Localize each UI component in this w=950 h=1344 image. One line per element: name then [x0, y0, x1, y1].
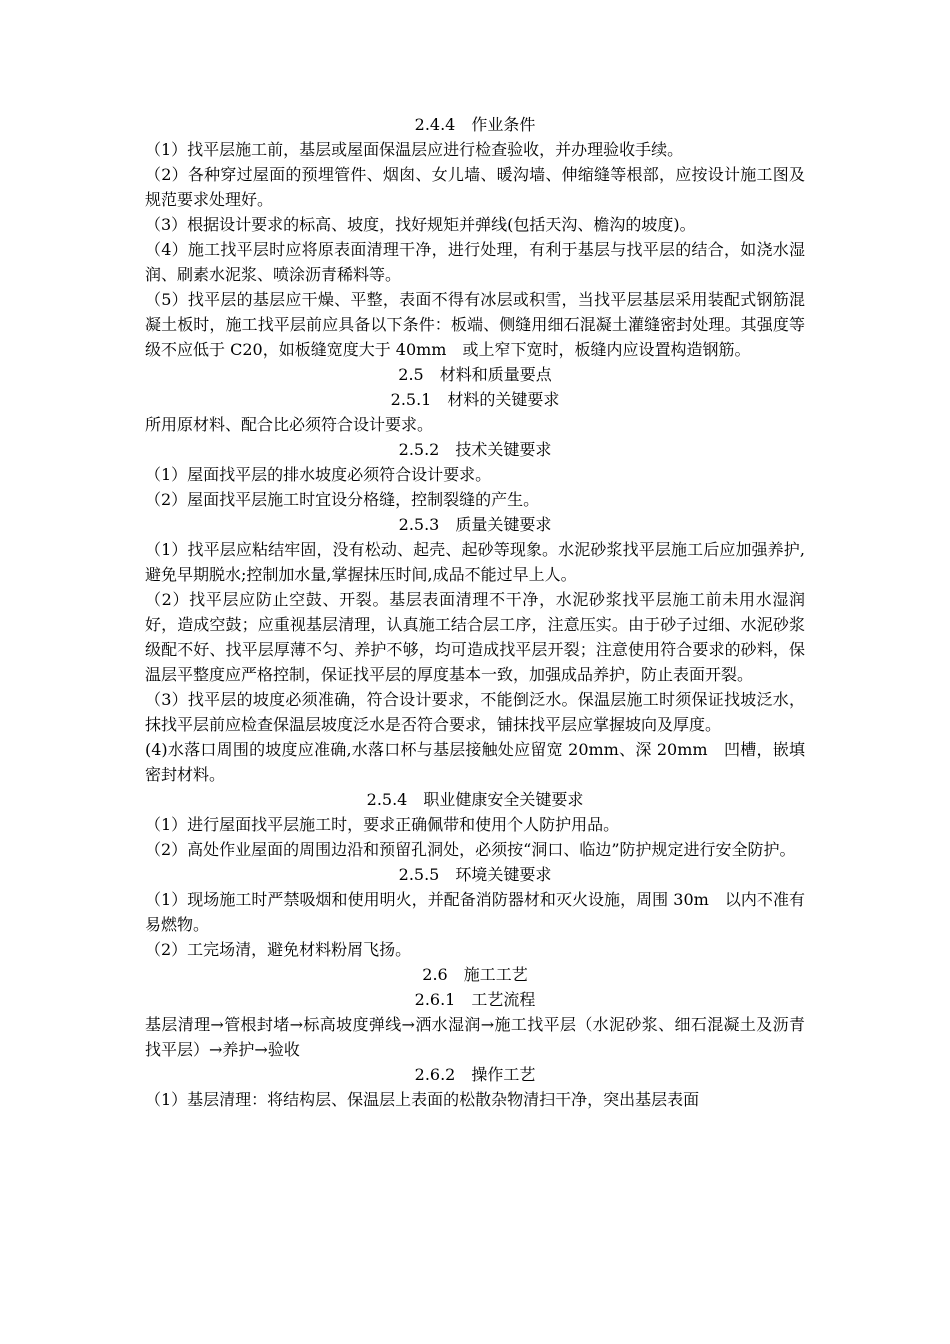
- section-heading-2-6-1: 2.6.1 工艺流程: [414, 990, 536, 1009]
- section-heading-2-6-2: 2.6.2 操作工艺: [414, 1065, 536, 1084]
- paragraph: （1）进行屋面找平层施工时，要求正确佩带和使用个人防护用品。: [145, 815, 620, 834]
- paragraph: （3）找平层的坡度必须准确，符合设计要求，不能倒泛水。保温层施工时须保证找坡泛水，抹找平层前应检查保温层坡度泛水是否符合要求，铺抹找平层应掌握坡向及厚度。: [145, 690, 805, 734]
- section-heading-2-5-3: 2.5.3 质量关键要求: [398, 515, 552, 534]
- paragraph: (4)水落口周围的坡度应准确,水落口杯与基层接触处应留宽 20mm、深 20mm 凹槽，嵌填密封材料。: [145, 740, 805, 784]
- paragraph: （1）找平层施工前，基层或屋面保温层应进行检查验收，并办理验收手续。: [145, 140, 684, 159]
- section-heading-2-5: 2.5 材料和质量要点: [398, 365, 552, 384]
- section-heading-2-5-4: 2.5.4 职业健康安全关键要求: [366, 790, 584, 809]
- paragraph: 所用原材料、配合比必须符合设计要求。: [145, 415, 434, 434]
- paragraph: （3）根据设计要求的标高、坡度，找好规矩并弹线(包括天沟、檐沟的坡度)。: [145, 215, 696, 234]
- paragraph: （2）工完场清，避免材料粉屑飞扬。: [145, 940, 412, 959]
- section-heading-2-5-2: 2.5.2 技术关键要求: [398, 440, 552, 459]
- section-heading-2-6: 2.6 施工工艺: [422, 965, 528, 984]
- paragraph: （2）找平层应防止空鼓、开裂。基层表面清理不干净，水泥砂浆找平层施工前未用水湿润好，造成空鼓；应重视基层清理，认真施工结合层工序，注意压实。由于砂子过细、水泥砂浆级配不好、找平层厚薄不匀、养护不够，均可造成找平层开裂；注意使用符合要求的砂料，保温层平整度应严格控制，保证找平层的厚度基本一致，加强成品养护，防止表面开裂。: [145, 590, 805, 684]
- paragraph: （1）屋面找平层的排水坡度必须符合设计要求。: [145, 465, 492, 484]
- paragraph: （1）找平层应粘结牢固，没有松动、起壳、起砂等现象。水泥砂浆找平层施工后应加强养护,避免早期脱水;控制加水量,掌握抹压时间,成品不能过早上人。: [145, 540, 805, 584]
- section-heading-2-5-1: 2.5.1 材料的关键要求: [390, 390, 560, 409]
- paragraph: （1）基层清理：将结构层、保温层上表面的松散杂物清扫干净，突出基层表面: [145, 1090, 700, 1109]
- paragraph: （2）高处作业屋面的周围边沿和预留孔洞处，必须按“洞口、临边”防护规定进行安全防护。: [145, 840, 796, 859]
- paragraph: （4）施工找平层时应将原表面清理干净，进行处理，有利于基层与找平层的结合，如浇水湿润、刷素水泥浆、喷涂沥青稀料等。: [145, 240, 805, 284]
- paragraph: （2）屋面找平层施工时宜设分格缝，控制裂缝的产生。: [145, 490, 540, 509]
- section-heading-2-5-5: 2.5.5 环境关键要求: [398, 865, 552, 884]
- paragraph: （2）各种穿过屋面的预埋管件、烟囱、女儿墙、暖沟墙、伸缩缝等根部，应按设计施工图及规范要求处理好。: [145, 165, 805, 209]
- paragraph: 基层清理→管根封堵→标高坡度弹线→洒水湿润→施工找平层（水泥砂浆、细石混凝土及沥青找平层）→养护→验收: [145, 1015, 805, 1059]
- document-page: [145, 112, 805, 1112]
- section-heading-2-4-4: 2.4.4 作业条件: [414, 115, 536, 134]
- paragraph: （5）找平层的基层应干燥、平整，表面不得有冰层或积雪，当找平层基层采用装配式钢筋混凝土板时，施工找平层前应具备以下条件：板端、侧缝用细石混凝土灌缝密封处理。其强度等级不应低于 C20，如板缝宽度大于 40mm 或上窄下宽时，板缝内应设置构造钢筋。: [145, 290, 805, 359]
- paragraph: （1）现场施工时严禁吸烟和使用明火，并配备消防器材和灭火设施，周围 30m 以内不准有易燃物。: [145, 890, 805, 934]
